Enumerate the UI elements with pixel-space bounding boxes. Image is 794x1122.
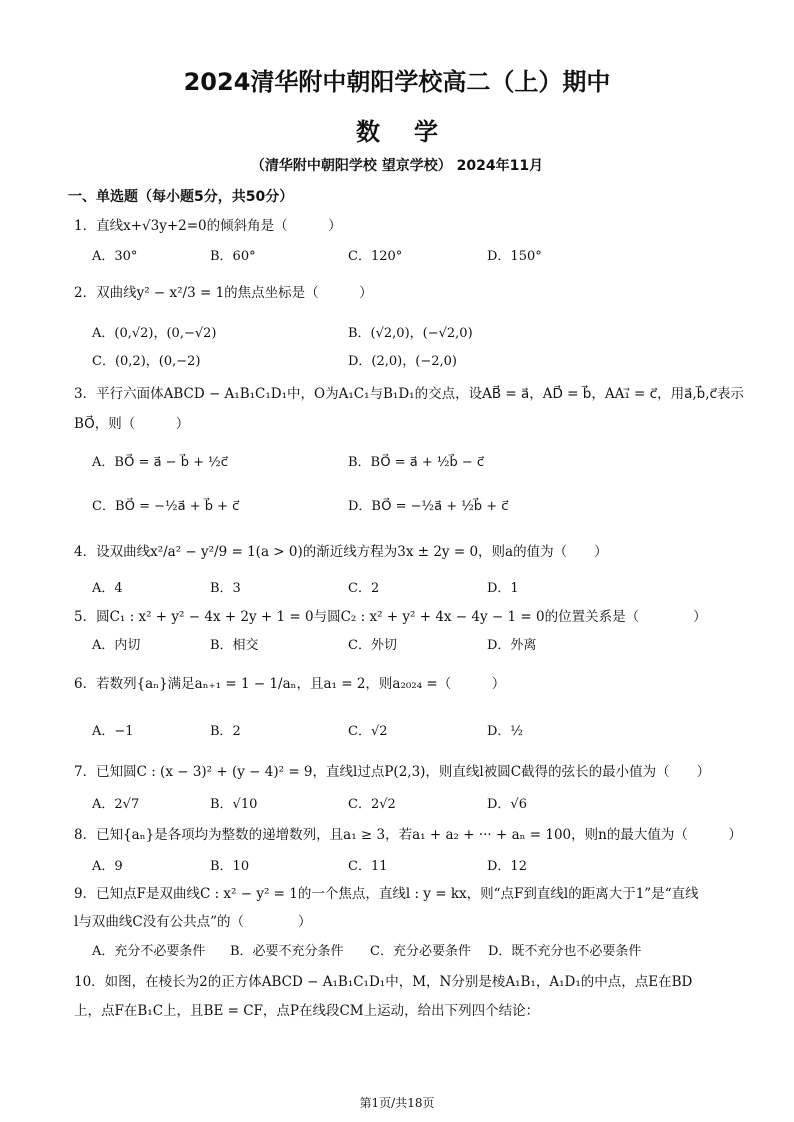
q8-option-a: A．9 bbox=[92, 859, 123, 874]
q8-option-d: D．12 bbox=[487, 859, 527, 874]
q6-option-c: C．√2 bbox=[348, 724, 388, 739]
question-1-stem: 1．直线x+√3y+2=0的倾斜角是（ ） bbox=[74, 218, 342, 234]
section-heading: 一、单选题（每小题5分，共50分） bbox=[68, 189, 294, 205]
q7-option-b: B．√10 bbox=[210, 797, 258, 812]
q4-option-d: D．1 bbox=[487, 581, 519, 596]
subject-title: 数学 bbox=[356, 118, 472, 146]
q1-option-b: B．60° bbox=[210, 249, 256, 264]
q2-option-d: D．(2,0)，(−2,0) bbox=[348, 354, 457, 369]
q7-option-d: D．√6 bbox=[487, 797, 527, 812]
q8-option-b: B．10 bbox=[210, 859, 250, 874]
q5-option-d: D．外离 bbox=[487, 638, 537, 653]
q6-option-a: A．−1 bbox=[92, 724, 134, 739]
q8-option-c: C．11 bbox=[348, 859, 388, 874]
q3-option-d: D．BO⃗ = −½a⃗ + ½b⃗ + c⃗ bbox=[348, 499, 509, 514]
question-7-stem: 7．已知圆C : (x − 3)² + (y − 4)² = 9，直线l过点P(2,3)，则直线l被圆C截得的弦长的最小值为（ ） bbox=[74, 764, 711, 780]
question-9-stem: 9．已知点F是双曲线C : x² − y² = 1的一个焦点，直线l : y = kx，则“点F到直线l的距离大于1”是“直线 bbox=[74, 886, 699, 902]
question-6-stem: 6．若数列{aₙ}满足aₙ₊₁ = 1 − 1/aₙ，且a₁ = 2，则a₂₀₂₄ =（ ） bbox=[74, 676, 506, 692]
question-9-stem-cont: l与双曲线C没有公共点”的（ ） bbox=[74, 914, 312, 930]
question-3-stem-cont: BO⃗，则（ ） bbox=[74, 416, 190, 432]
exam-title: 2024清华附中朝阳学校高二（上）期中 bbox=[183, 68, 611, 96]
q6-option-d: D．½ bbox=[487, 724, 524, 739]
question-4-stem: 4．设双曲线x²/a² − y²/9 = 1(a > 0)的渐近线方程为3x ± 2y = 0，则a的值为（ ） bbox=[74, 544, 608, 560]
exam-subtitle: （清华附中朝阳学校 望京学校） 2024年11月 bbox=[250, 158, 544, 174]
q4-option-c: C．2 bbox=[348, 581, 380, 596]
q9-option-d: D．既不充分也不必要条件 bbox=[488, 944, 642, 959]
question-10-stem: 10．如图，在棱长为2的正方体ABCD − A₁B₁C₁D₁中，M，N分别是棱A₁B₁，A₁D₁的中点，点E在BD bbox=[74, 974, 693, 990]
question-10-stem-cont: 上，点F在B₁C上，且BE = CF，点P在线段CM上运动，给出下列四个结论： bbox=[74, 1003, 540, 1019]
q9-option-c: C．充分必要条件 bbox=[370, 944, 471, 959]
q1-option-a: A．30° bbox=[92, 249, 138, 264]
q9-option-b: B．必要不充分条件 bbox=[230, 944, 344, 959]
q5-option-b: B．相交 bbox=[210, 638, 259, 653]
q1-option-c: C．120° bbox=[348, 249, 403, 264]
question-2-stem: 2．双曲线y² − x²/3 = 1的焦点坐标是（ ） bbox=[74, 285, 373, 301]
q3-option-b: B．BO⃗ = a⃗ + ½b⃗ − c⃗ bbox=[348, 455, 485, 470]
q6-option-b: B．2 bbox=[210, 724, 241, 739]
q7-option-a: A．2√7 bbox=[92, 797, 140, 812]
q5-option-c: C．外切 bbox=[348, 638, 397, 653]
page-number: 第1页/共18页 bbox=[359, 1096, 435, 1110]
q3-option-a: A．BO⃗ = a⃗ − b⃗ + ½c⃗ bbox=[92, 455, 228, 470]
q3-option-c: C．BO⃗ = −½a⃗ + b⃗ + c⃗ bbox=[92, 499, 240, 514]
q4-option-b: B．3 bbox=[210, 581, 241, 596]
q2-option-b: B．(√2,0)，(−√2,0) bbox=[348, 326, 473, 341]
q7-option-c: C．2√2 bbox=[348, 797, 396, 812]
question-3-stem: 3．平行六面体ABCD − A₁B₁C₁D₁中，O为A₁C₁与B₁D₁的交点，设AB⃗ = a⃗，AD⃗ = b⃗，AA₁⃗ = c⃗，用a⃗,b⃗,c⃗表示 bbox=[74, 386, 744, 402]
q1-option-d: D．150° bbox=[487, 249, 542, 264]
q5-option-a: A．内切 bbox=[92, 638, 141, 653]
question-5-stem: 5．圆C₁ : x² + y² − 4x + 2y + 1 = 0与圆C₂ : x² + y² + 4x − 4y − 1 = 0的位置关系是（ ） bbox=[74, 609, 707, 625]
q9-option-a: A．充分不必要条件 bbox=[92, 944, 206, 959]
question-8-stem: 8．已知{aₙ}是各项均为整数的递增数列，且a₁ ≥ 3，若a₁ + a₂ + ··· + aₙ = 100，则n的最大值为（ ） bbox=[74, 827, 742, 843]
q4-option-a: A．4 bbox=[92, 581, 123, 596]
q2-option-a: A．(0,√2)，(0,−√2) bbox=[92, 326, 217, 341]
q2-option-c: C．(0,2)，(0,−2) bbox=[92, 354, 201, 369]
